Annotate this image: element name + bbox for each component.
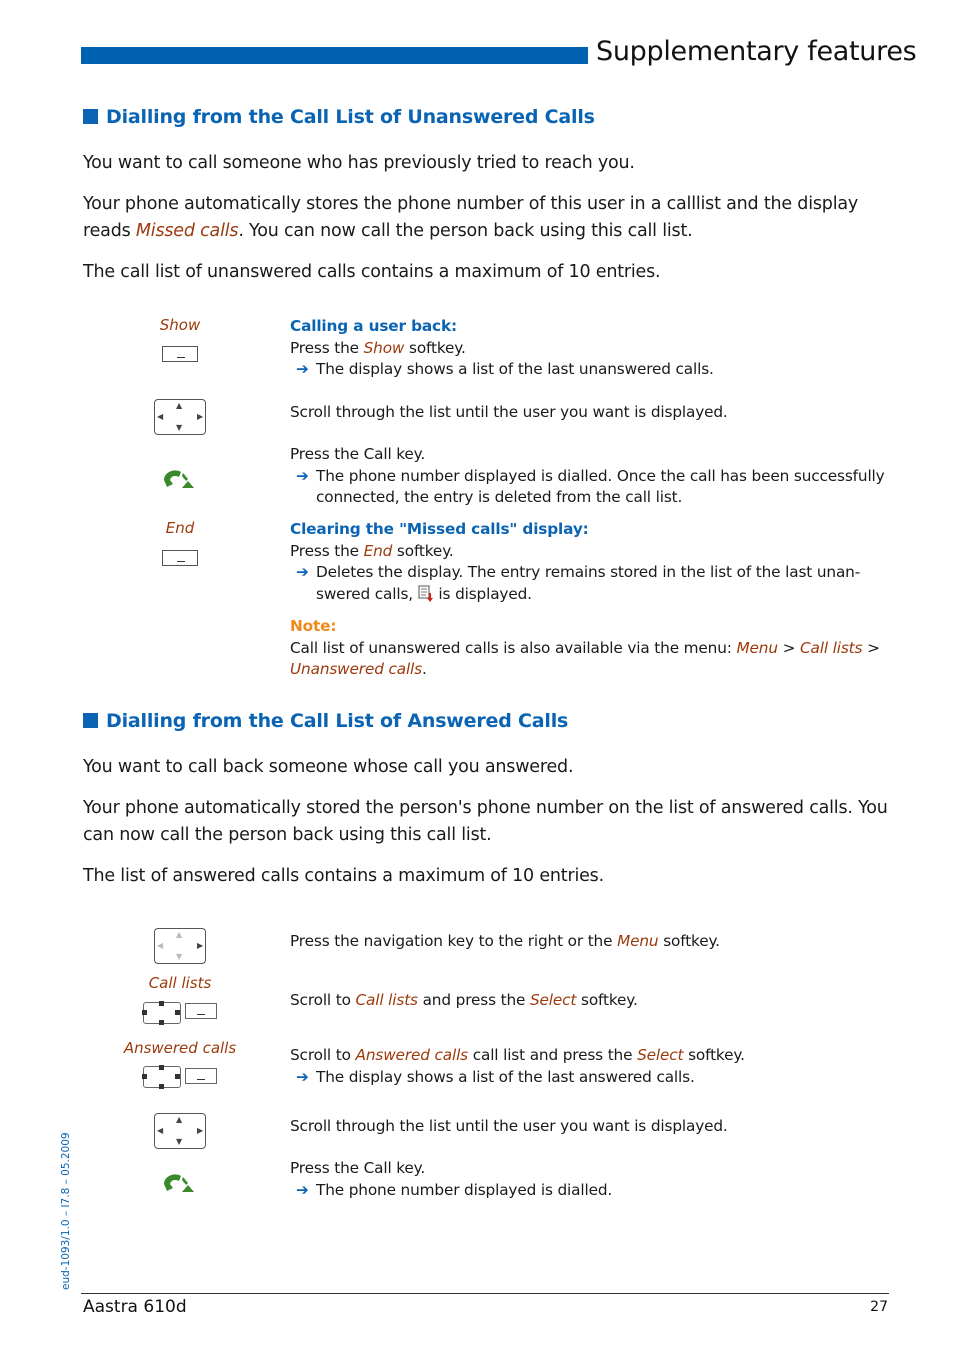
nav-right-icon: ▶ [197,1126,204,1135]
square-bullet-icon [83,713,98,728]
section2-description: Your phone automatically stored the person's phone number on the list of answered calls. You can now call the person back using this call list. [83,798,888,845]
step-calling-back: Calling a user back: Press the Show softkey. ➔ The display shows a list of the last unanswered calls. [290,316,888,381]
nav-left-icon: ◀ [157,412,164,421]
nav-up-icon: ▲ [176,401,183,410]
end-softkey[interactable] [162,550,198,566]
sub-heading: Clearing the "Missed calls" display: [290,520,589,538]
result-arrow-icon: ➔ [296,563,309,581]
step-scroll: Scroll through the list until the user you want is displayed. [290,403,728,421]
product-name: Aastra 610d [83,1297,187,1317]
document-id: eud-1093/1.0 – I7.8 – 05.2009 [60,1132,72,1290]
select-softkey[interactable] [185,1068,217,1084]
section1-intro: You want to call someone who has previously tried to reach you. [83,153,635,173]
section1-description: Your phone automatically stores the phone number of this user in a calllist and the display reads Missed calls. You can now call the person back using this call list. [83,194,859,241]
step-press-call: Press the Call key. ➔ The phone number displayed is dialled. [290,1158,888,1201]
select-softkey[interactable] [185,1003,217,1019]
nav-right-icon: ▶ [197,941,204,950]
nav-up-icon: ▲ [176,1115,183,1124]
note-block: Note: Call list of unanswered calls is also available via the menu: Menu > Call lists > Unanswered calls. [290,616,888,681]
call-lists-label: Call lists [148,974,212,992]
step-call-key: Press the Call key. ➔ The phone number displayed is dialled. Once the call has been successfully connected, the entry is deleted from the call list. [290,445,885,506]
nav-left-icon: ◀ [157,1126,164,1135]
nav-down-icon: ▼ [176,423,183,432]
sub-heading: Calling a user back: [290,317,457,335]
header-bar [81,47,588,64]
answered-calls-label: Answered calls [123,1039,237,1057]
show-key-label: Show [159,316,201,334]
section-title-answered: Dialling from the Call List of Answered Calls [83,710,568,732]
result-arrow-icon: ➔ [296,1180,309,1199]
navigation-key[interactable] [154,399,206,435]
navigation-key-updown[interactable] [143,1066,181,1088]
missed-calls-icon [418,585,434,602]
step-open-menu: Press the navigation key to the right or the Menu softkey. [290,932,720,950]
page-number: 27 [870,1299,888,1315]
nav-down-icon: ▼ [176,1137,183,1146]
navigation-key-right[interactable] [154,928,206,964]
footer-divider [81,1293,889,1294]
square-bullet-icon [83,109,98,124]
show-softkey[interactable] [162,346,198,362]
section2-capacity: The list of answered calls contains a maximum of 10 entries. [83,866,604,886]
page-title: Supplementary features [596,36,917,67]
section-title-unanswered: Dialling from the Call List of Unanswered Calls [83,106,595,128]
section2-intro: You want to call back someone whose call you answered. [83,757,574,777]
call-key-icon[interactable] [161,466,197,492]
step-clear-display: Clearing the "Missed calls" display: Press the End softkey. ➔ Deletes the display. The entry remains stored in the list of the last unan- swered calls, is displayed. [290,519,888,605]
nav-left-icon: ◀ [157,941,164,950]
step-scroll-answered: Scroll to Answered calls call list and press the Select softkey. ➔ The display shows a list of the last answered calls. [290,1045,888,1088]
call-key-icon[interactable] [161,1170,197,1196]
step-scroll-list: Scroll through the list until the user you want is displayed. [290,1117,728,1135]
note-heading: Note: [290,617,337,635]
nav-right-icon: ▶ [197,412,204,421]
step-scroll-call-lists: Scroll to Call lists and press the Select softkey. [290,991,638,1009]
navigation-key[interactable] [154,1113,206,1149]
nav-down-icon: ▼ [176,952,183,961]
result-arrow-icon: ➔ [296,466,309,485]
navigation-key-updown[interactable] [143,1002,181,1024]
result-arrow-icon: ➔ [296,1067,309,1086]
result-arrow-icon: ➔ [296,360,309,378]
nav-up-icon: ▲ [176,930,183,939]
end-key-label: End [165,519,195,537]
section1-capacity: The call list of unanswered calls contains a maximum of 10 entries. [83,262,661,282]
